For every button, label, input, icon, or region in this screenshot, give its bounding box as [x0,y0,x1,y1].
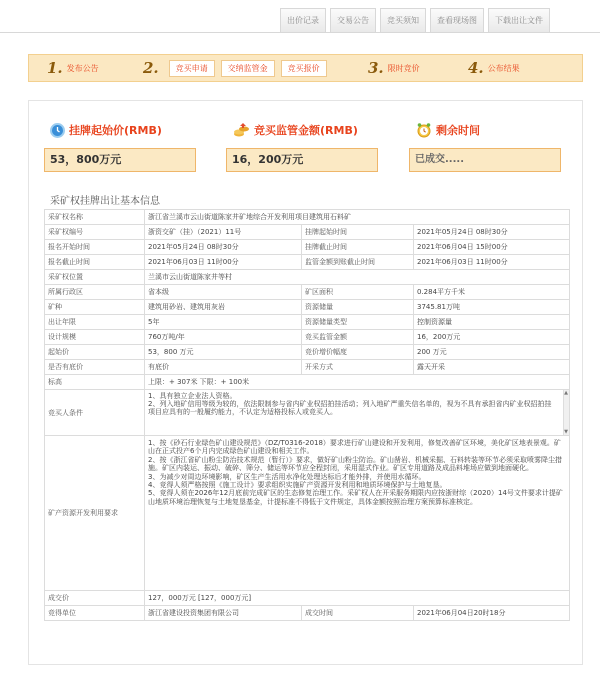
deposit-heading [233,122,358,138]
info-table [44,209,570,621]
tab-announcement[interactable]: 交易公告 [330,8,376,32]
row-value: 控制资源量 [414,315,570,330]
row-value: 浙江省兰溪市云山街道陈家井矿地综合开发利用项目建筑用石料矿 [145,210,570,225]
row-value: 2021年05月24日 08时30分 [145,240,302,255]
row-label: 出让年限 [45,315,145,330]
row-value: 露天开采 [414,360,570,375]
start-price-heading [50,122,162,138]
start-price-value: 53，800万元 [44,148,196,172]
coins-icon [233,122,251,138]
remaining-title: 剩余时间 [436,124,480,137]
dev-requirements-text: 1、按《砂石行业绿色矿山建设规范》（DZ/T0316-2018）要求进行矿山建设和开发利用，修复改善矿区环境，美化矿区地表景观。矿山在正式投产6个月内完成绿色矿山建设和相关工作。 2、按《浙江省矿山粉尘防治技术规范（暂行）》要求，做好矿山粉尘防治。矿山凿岩、机械采掘、石料转装等环节必须采取喷雾降尘措施。矿区内装运、振动、破碎、筛分、储运等环节应全程封闭，采用湿式作业。矿区专用道路及成品料堆场应做到地面硬化。 3、为减少对周边环境影响，矿区生产生活用水净化处理达标后才能外排，并使用水循环。 4、竞得人须严格按照《施工设计》要求组织实施矿产资源开发利用和地质环境保护与土地复垦。 5、竞得人须在2026年12月底前完成矿区的生态修复治理工作。采矿权人在开采服务期限内应按浙财综（2020）14号文件要求计提矿山地质环境治理恢复与土地复垦基金，计提标准不得低于文件规定，具体金额按照治理方案预算标准核定。 [148,439,563,506]
remaining-heading [416,122,480,138]
step-result [468,55,520,81]
step-apply [143,55,368,81]
clock-icon [50,123,65,138]
row-label: 开采方式 [302,360,414,375]
table-row [45,330,570,345]
row-label: 所属行政区 [45,285,145,300]
scroll-down-icon[interactable]: ▼ [564,429,568,435]
row-label: 采矿权名称 [45,210,145,225]
table-row [45,591,570,606]
row-label: 成交时间 [302,606,414,621]
table-row [45,270,570,285]
table-row [45,360,570,375]
row-label: 标高 [45,375,145,390]
tab-download-docs[interactable]: 下载出让文件 [488,8,550,32]
row-label: 资源储量 [302,300,414,315]
table-row [45,375,570,390]
step-number: 2. [143,59,159,77]
step-label: 公布结果 [487,63,520,73]
row-value: 上限：+ 307米 下限：+ 100米 [145,375,570,390]
tab-bid-notice[interactable]: 竞买须知 [380,8,426,32]
row-label: 设计规模 [45,330,145,345]
process-steps [28,54,583,82]
table-row [45,210,570,225]
table-row [45,285,570,300]
row-label: 采矿权编号 [45,225,145,240]
table-row [45,300,570,315]
step-publish [47,55,143,81]
row-label: 资源储量类型 [302,315,414,330]
row-label: 矿种 [45,300,145,315]
row-label: 监管金额到账截止时间 [302,255,414,270]
row-value: 3745.81万吨 [414,300,570,315]
row-value: 760万吨/年 [145,330,302,345]
alarm-clock-icon [416,122,432,138]
row-label: 竞买人条件 [45,390,145,436]
top-tabs [280,8,550,32]
section-title: 采矿权挂牌出让基本信息 [50,196,160,207]
buyer-conditions-cell[interactable] [145,390,570,436]
deposit-title: 竞买监管金额(RMB) [254,124,358,137]
row-value: 2021年06月04日 15时00分 [414,240,570,255]
step-label: 发布公告 [66,63,99,73]
row-label: 挂牌起始时间 [302,225,414,240]
row-label: 竞买监管金额 [302,330,414,345]
table-row [45,315,570,330]
deposit-value: 16，200万元 [226,148,378,172]
row-value: 建筑用砂岩、建筑用灰岩 [145,300,302,315]
deal-price-value: 127，000万元 [127，000万元] [145,591,570,606]
table-row [45,436,570,591]
step-label: 限时竞价 [387,63,420,73]
step-quote-button[interactable]: 竞买报价 [281,60,327,77]
step-deposit-button[interactable]: 交纳监管金 [221,60,275,77]
row-label: 矿区面积 [302,285,414,300]
row-value: 0.284平方千米 [414,285,570,300]
row-label: 报名截止时间 [45,255,145,270]
row-value: 2021年06月03日 11时00分 [145,255,302,270]
table-row [45,225,570,240]
tab-bid-record[interactable]: 出价记录 [280,8,326,32]
deal-time-value: 2021年06月04日20时18分 [414,606,570,621]
row-value: 200 万元 [414,345,570,360]
start-price-title: 挂牌起始价(RMB) [69,124,162,137]
row-value: 5年 [145,315,302,330]
remaining-value: 已成交..... [409,148,561,172]
row-label: 采矿权位置 [45,270,145,285]
table-row [45,606,570,621]
row-value: 省本级 [145,285,302,300]
row-value: 2021年06月03日 11时00分 [414,255,570,270]
row-label: 矿产资源开发利用要求 [45,436,145,591]
step-number: 1. [47,59,63,77]
step-number: 3. [368,59,384,77]
tab-divider [0,32,600,33]
buyer-conditions-text: 1、具有独立企业法人资格。 2、列入地矿信用等级为较的，依法限制参与省内矿业权招拍挂活动；列入地矿严重失信名单的，视为不具有承担省内矿业权招拍挂项目应具有的一般履约能力，不认定为适格投标人或竞买人。 [148,391,552,416]
table-row [45,390,570,436]
row-label: 成交价 [45,591,145,606]
row-label: 起始价 [45,345,145,360]
row-value: 16，200万元 [414,330,570,345]
table-row [45,255,570,270]
row-value: 浙资交矿（挂）（2021）11号 [145,225,302,240]
row-value: 兰溪市云山街道陈家井等村 [145,270,570,285]
tab-site-map[interactable]: 查看现场图 [430,8,484,32]
row-value: 53，800 万元 [145,345,302,360]
row-value: 有底价 [145,360,302,375]
dev-requirements-cell [145,436,570,591]
row-label: 竞得单位 [45,606,145,621]
table-row [45,345,570,360]
step-apply-button[interactable]: 竞买申请 [169,60,215,77]
step-number: 4. [468,59,484,77]
winner-value: 浙江省建设投资集团有限公司 [145,606,302,621]
scrollbar[interactable] [563,390,569,435]
row-label: 报名开始时间 [45,240,145,255]
row-label: 是否有底价 [45,360,145,375]
step-timed-bid [368,55,468,81]
row-label: 挂牌截止时间 [302,240,414,255]
row-value: 2021年05月24日 08时30分 [414,225,570,240]
table-row [45,240,570,255]
scroll-up-icon[interactable]: ▲ [564,390,568,396]
row-label: 竞价增价幅度 [302,345,414,360]
